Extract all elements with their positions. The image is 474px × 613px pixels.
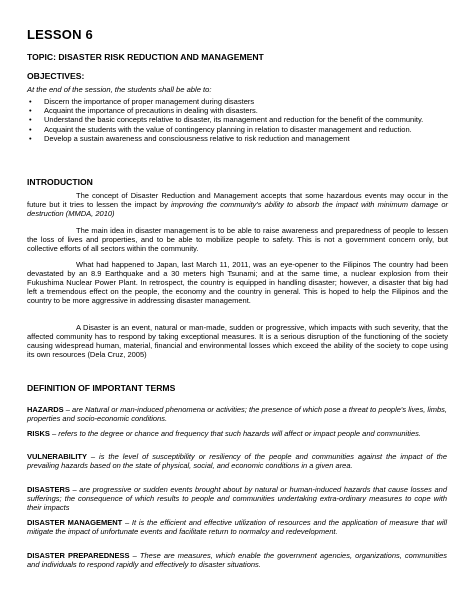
objective-text: Discern the importance of proper management during disasters xyxy=(44,97,255,106)
term-hazards xyxy=(27,405,447,423)
objective-text: Acquaint the students with the value of contingency planning in relation to disaster management and reduction. xyxy=(44,124,412,134)
term-disaster-preparedness xyxy=(27,551,447,569)
term-definition: – It is the efficient and effective utilization of resources and the application of measure that will mitigate the impact of unfortunate events and facilitate return to normalcy and redevelopment. xyxy=(27,518,447,537)
introduction-heading: INTRODUCTION xyxy=(27,177,93,187)
term-vulnerability xyxy=(27,452,447,470)
term-name: DISASTER PREPAREDNESS xyxy=(27,551,130,560)
term-name: HAZARDS xyxy=(27,405,64,414)
list-item xyxy=(27,125,447,134)
term-disaster-management xyxy=(27,518,447,536)
intro-paragraph-4 xyxy=(27,323,448,359)
paragraph-text: The concept of Disaster Reduction and Management accepts that some hazardous events may occur in the future but it tries to lessen the impact by xyxy=(27,191,448,210)
objective-text: Develop a sustain awareness and consciousness relative to risk reduction and management xyxy=(44,133,350,143)
term-name: DISASTERS xyxy=(27,485,70,494)
intro-paragraph-3 xyxy=(27,260,448,305)
list-item xyxy=(27,115,447,124)
term-name: VULNERABILITY xyxy=(27,452,87,461)
definitions-heading: DEFINITION OF IMPORTANT TERMS xyxy=(27,383,176,393)
objective-text: Acquaint the importance of precautions in dealing with disasters. xyxy=(44,106,258,116)
bullet: • xyxy=(29,97,32,106)
lesson-title: LESSON 6 xyxy=(27,27,93,42)
intro-paragraph-1 xyxy=(27,191,448,218)
objective-text: Understand the basic concepts relative to disaster, its management and reduction for the benefit of the community. xyxy=(44,115,424,125)
paragraph-text: What had happened to Japan, last March 11, 2011, was an eye-opener to the Filipinos The country had been devastated by an 8.9 Earthquake and a 30 meters high Tsunami; and at the same time, a nuclear explosion from their Fukushima Nuclear Power Plant. In retrospect, the country is equipped in handling disaster; however, a disaster that big had left a tremendous effect on the people, the economy and the country in general. This is hoped to help the Filipinos and the country to be more aggressive in addressing disaster management. xyxy=(27,260,448,306)
term-definition: – is the level of susceptibility or resiliency of the people and communities against the impact of the prevailing hazards based on the state of physical, social, and economic conditions in a given area. xyxy=(27,452,447,471)
term-disasters xyxy=(27,485,447,513)
bullet: • xyxy=(29,106,32,116)
bullet: • xyxy=(29,133,32,143)
paragraph-text: A Disaster is an event, natural or man-made, sudden or progressive, which impacts with such severity, that the affected community has to respond by taking exceptional measures. It is a serious disruption of the functioning of the society causing widespread human, material, financial and environmental losses which exceed the ability of the society to cope using its own resources (Dela Cruz, 2005) xyxy=(27,323,448,360)
term-risks xyxy=(27,429,447,438)
list-item xyxy=(27,97,447,106)
term-definition: – refers to the degree or chance and frequency that such hazards will affect or impact people and communities. xyxy=(49,429,421,438)
term-definition: – These are measures, which enable the government agencies, organizations, communities and individuals to respond rapidly and effectively to disaster situations. xyxy=(27,551,448,570)
term-definition: – are Natural or man-induced phenomena or activities; the presence of which pose a threat to people's lives, limbs, properties and socio-economic conditions. xyxy=(27,405,447,424)
list-item xyxy=(27,106,447,115)
bullet: • xyxy=(29,115,32,125)
paragraph-emphasis: improving the community's ability to absorb the impact with minimum damage or destruction (MMDA, 2010) xyxy=(27,200,448,219)
objectives-list xyxy=(27,97,447,143)
term-definition: – are progressive or sudden events brought about by natural or human-induced hazards that cause losses and sufferings; the consequence of which results to people and communities undertaking extra-ordinary measures to cope with their impacts xyxy=(27,485,447,513)
intro-paragraph-2 xyxy=(27,226,448,253)
term-name: DISASTER MANAGEMENT xyxy=(27,518,123,527)
bullet: • xyxy=(29,124,32,134)
topic-heading: TOPIC: DISASTER RISK REDUCTION AND MANAGEMENT xyxy=(27,52,264,62)
objectives-intro: At the end of the session, the students shall be able to: xyxy=(27,85,212,94)
objectives-heading: OBJECTIVES: xyxy=(27,71,85,81)
list-item xyxy=(27,134,447,143)
term-name: RISKS xyxy=(27,429,50,438)
paragraph-text: The main idea in disaster management is to be able to raise awareness and preparedness of people to lessen the loss of lives and properties, and to be able to mobilize people to safety. This is not a government concern only, but collective efforts of all sectors within the community. xyxy=(27,226,448,254)
